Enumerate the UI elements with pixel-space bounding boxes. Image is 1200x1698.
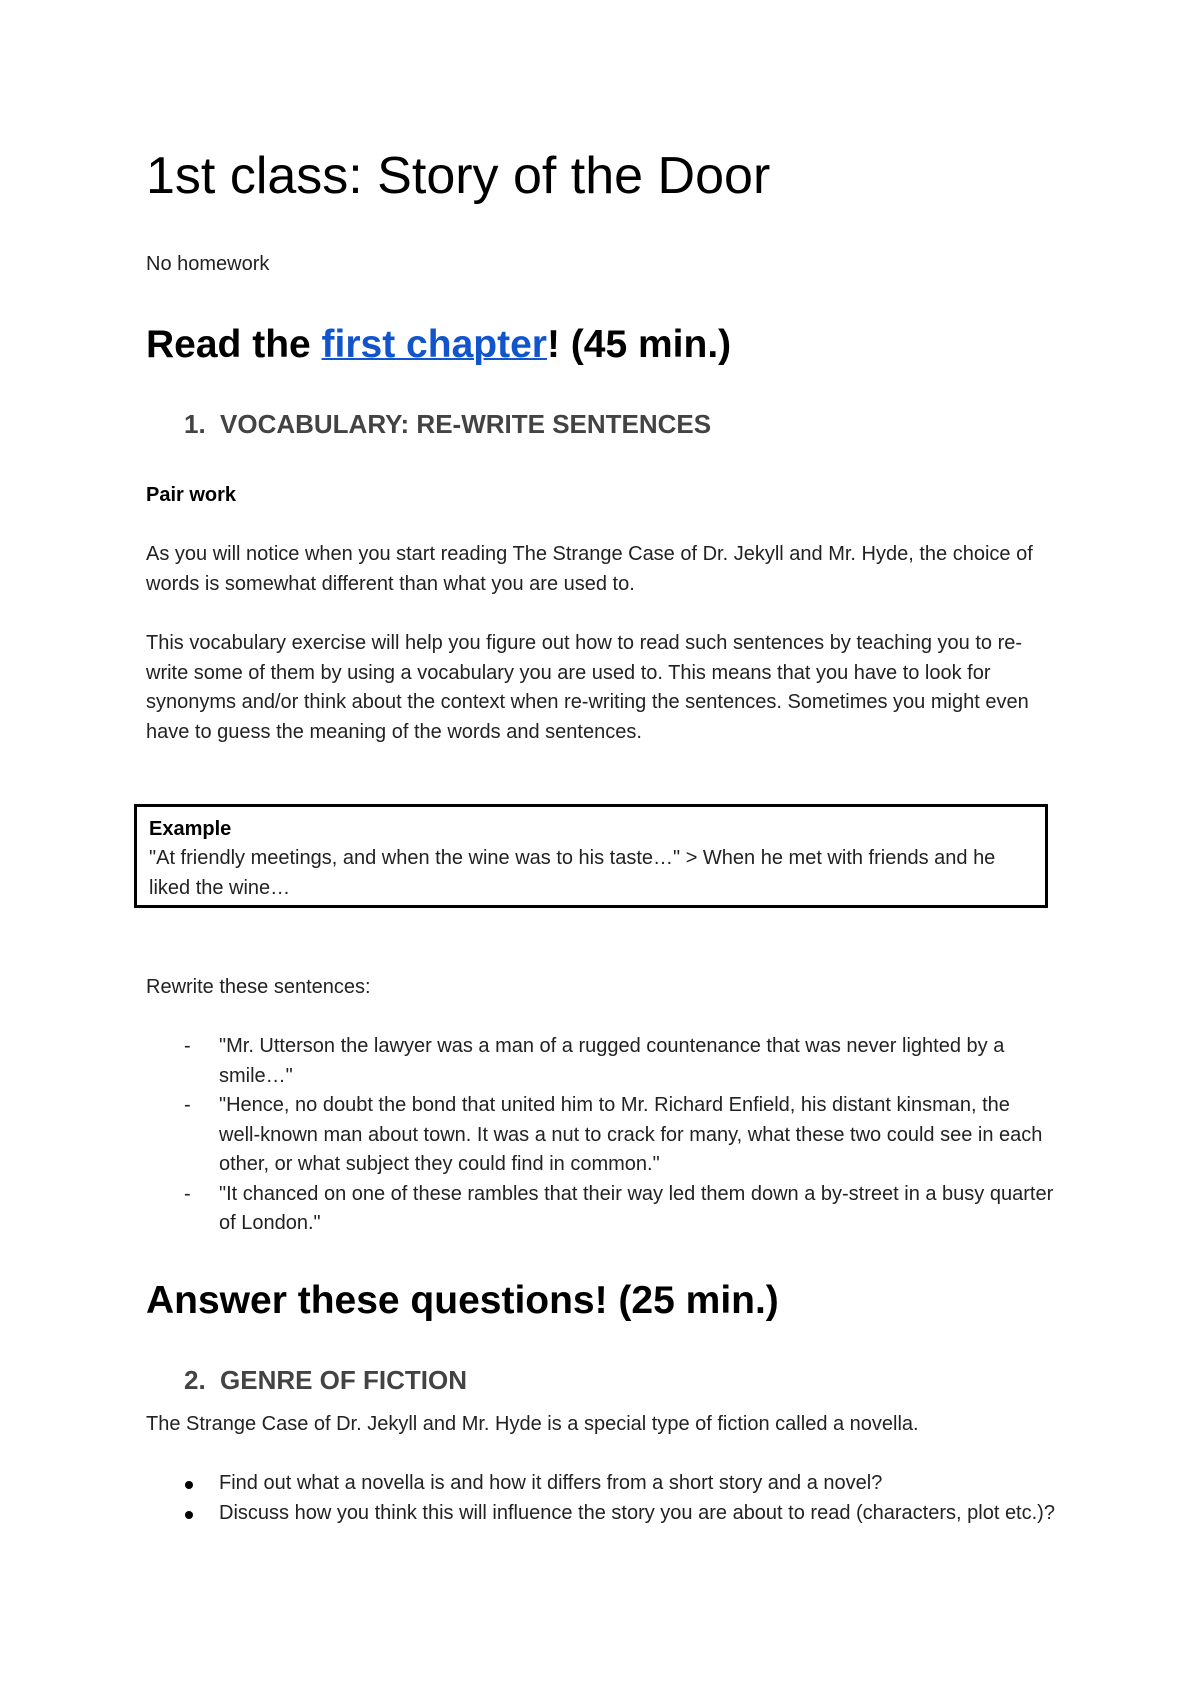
page-title: 1st class: Story of the Door <box>146 147 771 205</box>
sentence-text: "It chanced on one of these rambles that their way led them down a by-street in a busy quarter of London." <box>219 1182 1054 1234</box>
question-text: Discuss how you think this will influence the story you are about to read (characters, plot etc.)? <box>219 1501 1055 1524</box>
pair-work-label: Pair work <box>146 484 237 506</box>
question-list <box>146 1469 1056 1528</box>
sentence-text: "Mr. Utterson the lawyer was a man of a rugged countenance that was never lighted by a smile…" <box>219 1035 1005 1087</box>
dash-marker: - <box>184 1035 191 1057</box>
sentence-list <box>146 1032 1056 1239</box>
rewrite-intro: Rewrite these sentences: <box>146 976 371 998</box>
list-item <box>146 1180 1056 1239</box>
question-text: Find out what a novella is and how it differs from a short story and a novel? <box>219 1472 883 1494</box>
homework-note: No homework <box>146 253 270 275</box>
exercise1-paragraph2: This vocabulary exercise will help you figure out how to read such sentences by teaching you to re-write some of them by using a vocabulary you are used to. This means that you have to look for synonyms and/or think about the context when re-writing the sentences. Sometimes you might even have to guess the meaning of the words and sentences. <box>146 632 1029 743</box>
read-heading-prefix: Read the <box>146 323 322 366</box>
dash-marker: - <box>184 1182 191 1205</box>
example-label: Example <box>149 818 232 840</box>
dash-marker: - <box>184 1094 191 1116</box>
first-chapter-link[interactable]: first chapter <box>321 323 547 366</box>
exercise2-title: GENRE OF FICTION <box>220 1365 467 1395</box>
list-item <box>146 1032 1056 1091</box>
example-text: "At friendly meetings, and when the wine was to his taste…" > When he met with friends and he liked the wine… <box>149 847 996 899</box>
list-item <box>146 1091 1056 1180</box>
answer-heading: Answer these questions! (25 min.) <box>146 1279 779 1322</box>
bullet-marker <box>185 1511 193 1519</box>
exercise1-heading <box>184 408 711 440</box>
sentence-text: "Hence, no doubt the bond that united him to Mr. Richard Enfield, his distant kinsman, the well-known man about town. It was a nut to crack for many, what these two could see in each other, or what subject they could find in common." <box>219 1094 1043 1175</box>
exercise2-number: 2. <box>184 1365 206 1395</box>
list-item <box>146 1469 1056 1499</box>
exercise2-heading <box>184 1364 467 1396</box>
example-box <box>134 804 1048 908</box>
bullet-marker <box>185 1481 193 1489</box>
exercise1-number: 1. <box>184 409 206 439</box>
list-item <box>146 1499 1056 1529</box>
exercise1-paragraph1: As you will notice when you start reading The Strange Case of Dr. Jekyll and Mr. Hyde, the choice of words is somewhat different than what you are used to. <box>146 543 1033 595</box>
read-heading-suffix: ! (45 min.) <box>546 323 732 366</box>
read-heading <box>146 322 731 368</box>
exercise2-intro: The Strange Case of Dr. Jekyll and Mr. Hyde is a special type of fiction called a novella. <box>146 1413 919 1435</box>
exercise1-title: VOCABULARY: RE-WRITE SENTENCES <box>220 409 712 439</box>
